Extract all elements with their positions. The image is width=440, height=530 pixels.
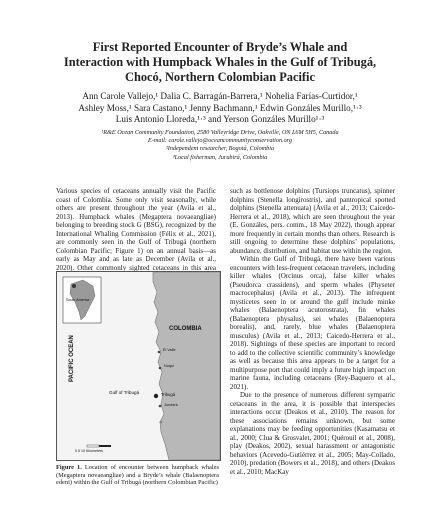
map-label-pacific: PACIFIC OCEAN	[69, 335, 75, 382]
town-marker	[159, 367, 162, 370]
article-title	[20, 40, 420, 85]
caption-text: Location of encounter between humpback whales (Megaptera novaeangliae) and a Bryde’s whale (Balaenoptera edeni) within the Gulf of Tribugá (northern Colombian Pacific)	[56, 464, 219, 487]
left-column	[56, 187, 216, 281]
paragraph: Various species of cetaceans annually visit the Pacific coast of Colombia. Some only visit seasonally, while others are present throughout the year (Avila et al., 2013). Humpback whales (Megaptera novaeangliae) belonging to breeding stock G (BSG), recognized by the International Whaling Commission (Félix et al., 2021), are commonly seen in the Gulf of Tribugá (northern Colombian Pacific; Figure 1) on an annual basis—as early as May and as late as December (Avila et al., 2020). Other commonly sighted cetaceans in this area	[56, 187, 216, 272]
author-list	[25, 91, 415, 126]
author-line: Ann Carole Vallejo,¹ Dalia C. Barragán-Barrera,¹ Nohelia Farías-Curtidor,¹	[82, 91, 358, 101]
right-column	[230, 187, 395, 476]
email-line: E-mail: carole.vallejo@oceancommunityconservation.org	[148, 137, 292, 145]
title-line: First Reported Encounter of Bryde’s Whale and	[92, 40, 348, 54]
affiliation-line: ²Independent researcher, Bogotá, Colombia	[165, 145, 275, 153]
map-label-jurubira: Jurubirá	[164, 403, 178, 407]
paragraph: Within the Gulf of Tribugá, there have been various encounters with less-frequent cetacean travelers, including killer whales (Orcinus orca), false killer whales (Pseudorca crassidens), and sperm whales (Physeter macrocephalus) (Avila et al., 2013). The infrequent mysticetes seen in or around the gulf include minke whales (Balaenoptera acutorostrata), fin whales (Balaenoptera physalus), sei whales (Balaenoptera borealis), and, rarely, blue whales (Balaenoptera musculus) (Avila et al., 2013; Caicedo-Herrera et al., 2018). Sightings of these species are important to record to add to the collective scientific community’s knowledge as well as because this area appears to be a target for a multipurpose port that could imply a future high impact on marine fauna, including cetaceans (Rey-Baquero et al., 2021).	[230, 255, 395, 391]
map-label-gulf: Gulf of Tribugá	[109, 390, 140, 395]
author-line: Ashley Moss,¹ Sara Castano,¹ Jenny Bachmann,¹ Edwin Gonzáles Murillo,¹·³	[78, 102, 362, 113]
affiliation-line: ¹R&E Ocean Community Foundation, 2580 Valleyridge Drive, Oakville, ON L6M 5H5, Canada	[101, 129, 339, 136]
affiliations	[30, 129, 410, 162]
town-marker	[159, 405, 162, 408]
map-label-nuqui: Nuquí	[164, 364, 175, 368]
town-marker	[158, 351, 161, 354]
map-label-south-america: South America	[66, 298, 90, 302]
author-line: Luis Antonio Lloreda,¹·³ and Yerson Gonzáles Murillo¹·³	[115, 114, 325, 125]
affiliation-line: ³Local fisherman, Jurubirá, Colombia	[172, 153, 268, 161]
figure-caption	[56, 464, 219, 487]
map-label-colombia: COLOMBIA	[169, 326, 202, 332]
title-line: Interaction with Humpback Whales in the Gulf of Tribugá,	[63, 55, 377, 69]
title-line: Chocó, Northern Colombian Pacific	[125, 70, 315, 84]
map-label-tribuga: Tribugá	[161, 392, 176, 397]
map-label-el-valle: El Valle	[163, 348, 176, 352]
paragraph: Due to the presence of numerous different sympatric cetaceans in the area, it is possible that interspecies interactions occur (Deakos et al., 2010). The reason for these associations remains unknown, but some explanations may be feeding opportunities (Kasamatsu et al., 2000; Clua & Grosvalet, 2001; Quérouil et al., 2008), play (Deakos, 2002), sexual harassment or antagonistic behaviors (Acevedo-Gutiérrez et al., 2005; May-Collado, 2010), predation (Bowers et al., 2018), and others (Deakos et al., 2010; MacKay	[230, 391, 395, 476]
figure-map	[56, 271, 221, 461]
map-scale-label: 0 5 10 Kilometers	[75, 449, 103, 453]
paragraph: such as bottlenose dolphins (Tursiops truncatus), spinner dolphins (Stenella longirostris), and pantropical spotted dolphins (Stenella attenuata) (Avila et al., 2013; Caicedo-Herrera et al., 2018), which are seen throughout the year (E. Gonzáles, pers. comm., 18 May 2022), though appear more frequently in certain months than others. Research is still ongoing to determine these dolphins’ populations, abundance, distribution, and habitat use within the region.	[230, 187, 395, 255]
encounter-marker	[154, 394, 158, 398]
caption-label: Figure 1.	[56, 464, 82, 471]
